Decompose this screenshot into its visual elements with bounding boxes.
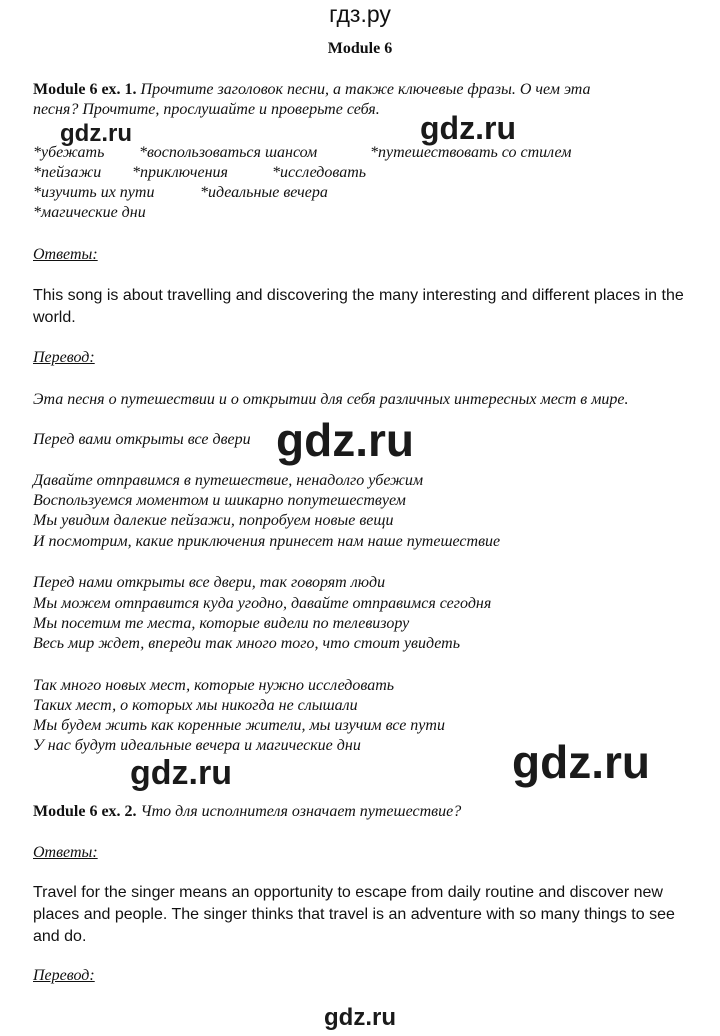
ex1-task-line2: песня? Прочтите, прослушайте и проверьте себя. [33, 101, 380, 118]
song-title: Перед вами открыты все двери [33, 431, 251, 448]
stanza3-line4: У нас будут идеальные вечера и магические дни [33, 737, 361, 754]
watermark-2: gdz.ru [420, 110, 516, 146]
phrase-ways: *изучить их пути [33, 184, 155, 201]
ex1-translation-intro: Эта песня о путешествии и о открытии для себя различных интересных мест в мире. [33, 391, 629, 408]
ex2-answer-line2: places and people. The singer thinks that travel is an adventure with so many things to see [33, 906, 675, 923]
watermark-5: gdz.ru [512, 736, 650, 788]
watermark-1: gdz.ru [60, 120, 132, 147]
ex2-task [33, 802, 461, 822]
stanza1-line3: Мы увидим далекие пейзажи, попробуем новые вещи [33, 512, 394, 529]
ex1-task-line1: Прочтите заголовок песни, а также ключевые фразы. О чем эта [140, 81, 591, 98]
ex2-label: Module 6 ex. 2. [33, 803, 137, 820]
stanza2-line4: Весь мир ждет, впереди так много того, что стоит увидеть [33, 635, 460, 652]
stanza2-line2: Мы можем отправится куда угодно, давайте отправимся сегодня [33, 595, 492, 612]
watermark-3: gdz.ru [276, 414, 414, 466]
site-header: гдз.ру [329, 1, 391, 27]
ex2-answer-line1: Travel for the singer means an opportunity to escape from daily routine and discover new [33, 884, 663, 901]
ex1-answer-line2: world. [33, 309, 76, 326]
watermark-4: gdz.ru [130, 754, 232, 792]
stanza2-line1: Перед нами открыты все двери, так говорят люди [33, 574, 386, 591]
stanza3-line2: Таких мест, о которых мы никогда не слышали [33, 697, 358, 714]
page-title: Module 6 [327, 40, 393, 57]
phrase-adventures: *приключения [132, 164, 228, 181]
ex2-answers-label: Ответы: [33, 844, 98, 861]
stanza1-line4: И посмотрим, какие приключения принесет нам наше путешествие [33, 533, 501, 550]
phrase-evenings: *идеальные вечера [200, 184, 328, 201]
phrase-travel-style: *путешествовать со стилем [370, 144, 572, 161]
ex2-answer-line3: and do. [33, 928, 87, 945]
ex1-answer-line1: This song is about travelling and discovering the many interesting and different places in the [33, 287, 684, 304]
stanza1-line2: Воспользуемся моментом и шикарно попутешествуем [33, 492, 406, 509]
phrase-scenery: *пейзажи [33, 164, 102, 181]
ex2-translation-label: Перевод: [33, 967, 95, 984]
ex1-task [33, 80, 591, 100]
ex2-task-text: Что для исполнителя означает путешествие? [140, 803, 462, 820]
watermark-6: gdz.ru [324, 1004, 396, 1031]
phrase-take-chance: *воспользоваться шансом [139, 144, 318, 161]
ex1-answers-label: Ответы: [33, 246, 98, 263]
stanza2-line3: Мы посетим те места, которые видели по телевизору [33, 615, 410, 632]
phrase-explore: *исследовать [272, 164, 367, 181]
stanza3-line3: Мы будем жить как коренные жители, мы изучим все пути [33, 717, 445, 734]
phrase-days: *магические дни [33, 204, 146, 221]
stanza1-line1: Давайте отправимся в путешествие, ненадолго убежим [33, 472, 424, 489]
phrase-escape: *убежать [33, 144, 105, 161]
ex1-label: Module 6 ex. 1. [33, 81, 137, 98]
ex1-translation-label: Перевод: [33, 349, 95, 366]
stanza3-line1: Так много новых мест, которые нужно исследовать [33, 677, 395, 694]
